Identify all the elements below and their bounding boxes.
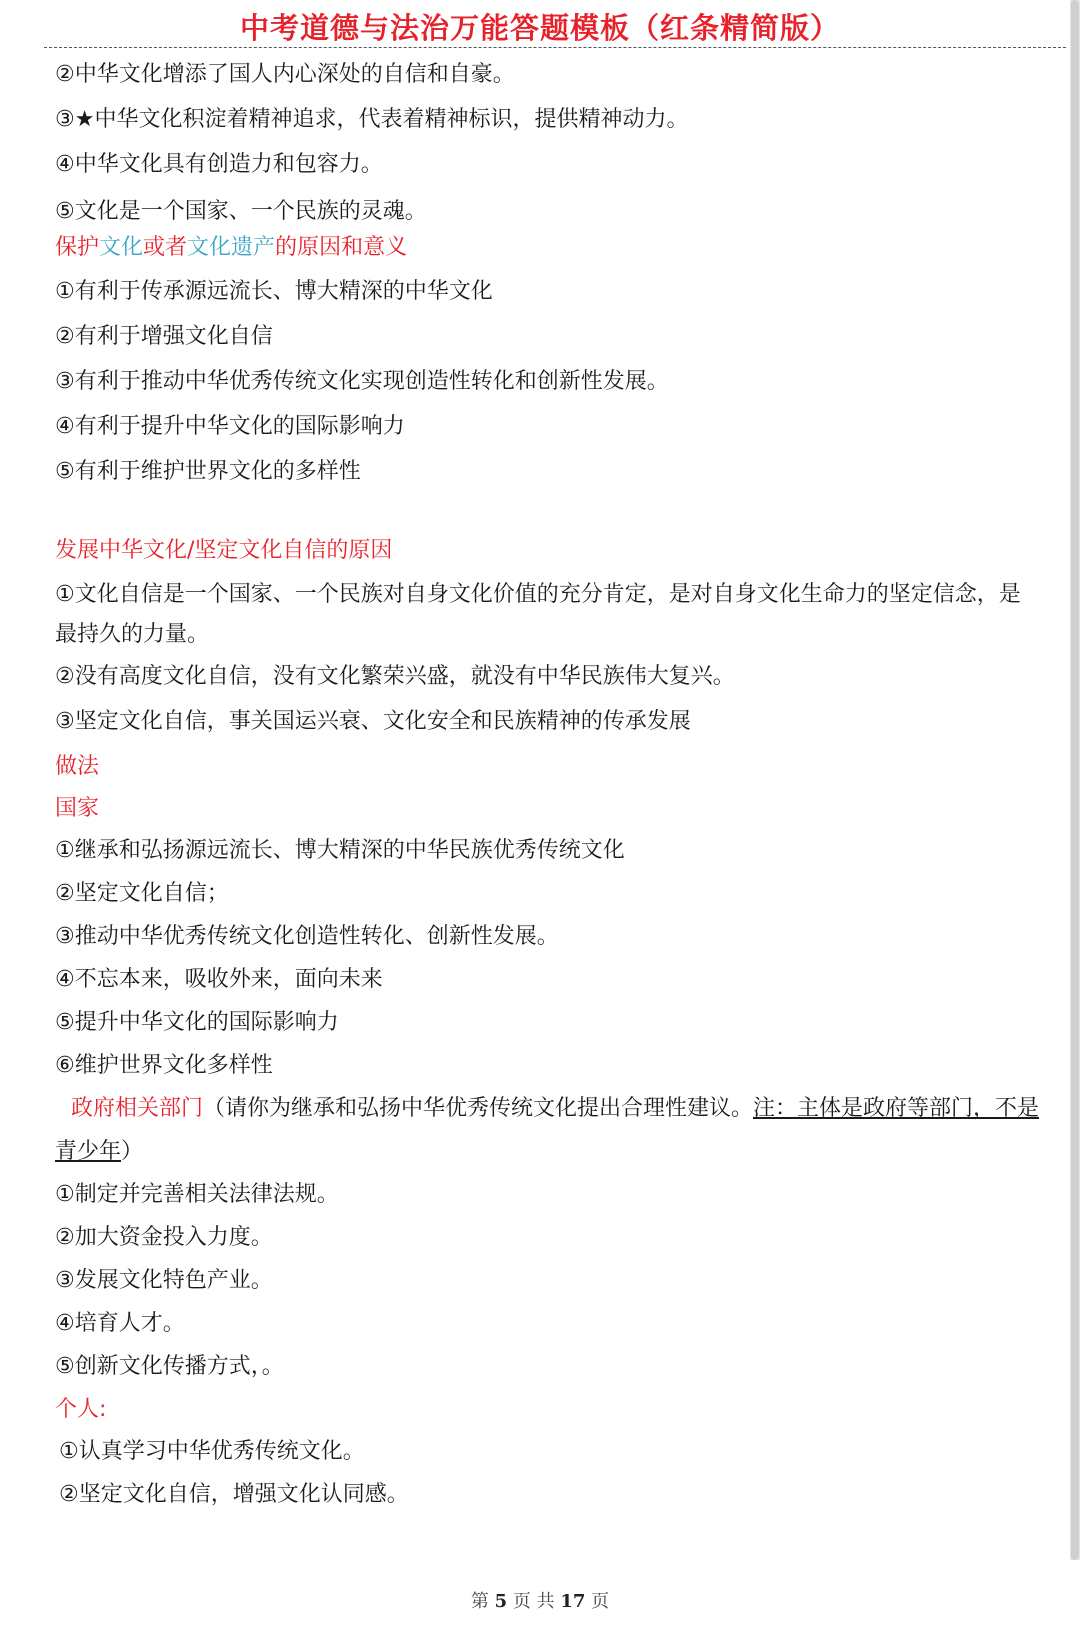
list-item: ④培育人才。 — [55, 1311, 185, 1336]
subheading-country: 国家 — [55, 796, 100, 821]
list-item: ④不忘本来，吸收外来，面向未来 — [55, 967, 383, 992]
list-item: ④中华文化具有创造力和包容力。 — [55, 152, 383, 177]
heading-government-label: 政府相关部门 — [71, 1096, 204, 1121]
list-item: ①继承和弘扬源远流长、博大精深的中华民族优秀传统文化 — [55, 838, 625, 863]
heading-part-blue: 文化遗产 — [187, 235, 276, 260]
list-item: ⑤有利于维护世界文化的多样性 — [55, 459, 361, 484]
list-item: ②坚定文化自信，增强文化认同感。 — [59, 1482, 409, 1507]
list-item: ②中华文化增添了国人内心深处的自信和自豪。 — [55, 62, 515, 87]
government-note-underlined: 青少年 — [55, 1139, 122, 1164]
list-item: ①制定并完善相关法律法规。 — [55, 1182, 339, 1207]
section-heading-reasons: 发展中华文化/坚定文化自信的原因 — [55, 538, 393, 563]
list-item: ③★中华文化积淀着精神追求，代表着精神标识，提供精神动力。 — [55, 107, 689, 132]
section-heading-protect-culture — [55, 225, 1070, 269]
document-body — [55, 52, 1070, 1515]
list-item: ②加大资金投入力度。 — [55, 1225, 273, 1250]
list-item: ④有利于提升中华文化的国际影响力 — [55, 414, 405, 439]
list-item: ①认真学习中华优秀传统文化。 — [59, 1439, 365, 1464]
page-title: 中考道德与法治万能答题模板（红条精简版） — [239, 11, 840, 45]
heading-part: 保护 — [55, 235, 100, 260]
list-item: ②有利于增强文化自信 — [55, 324, 273, 349]
heading-part: 或者 — [143, 235, 188, 260]
scrollbar-track[interactable] — [1070, 0, 1080, 1560]
list-item: ⑤提升中华文化的国际影响力 — [55, 1010, 339, 1035]
heading-part-blue: 文化 — [99, 235, 144, 260]
list-item-continued: 最持久的力量。 — [55, 622, 210, 647]
government-note-continued — [55, 1129, 1070, 1172]
list-item: ③推动中华优秀传统文化创造性转化、创新性发展。 — [55, 924, 559, 949]
government-note-close: ） — [121, 1139, 144, 1164]
section-heading-individual: 个人: — [55, 1397, 107, 1422]
section-heading-government — [55, 1086, 1070, 1129]
scrollbar-thumb[interactable] — [1071, 0, 1079, 1560]
total-pages: 17 — [560, 1591, 586, 1612]
page-number-prefix: 第 — [470, 1591, 489, 1612]
list-item: ①有利于传承源远流长、博大精深的中华文化 — [55, 279, 493, 304]
list-item: ③坚定文化自信，事关国运兴衰、文化安全和民族精神的传承发展 — [55, 709, 691, 734]
government-note-underlined: 注：主体是政府等部门，不是 — [753, 1096, 1040, 1121]
list-item: ③发展文化特色产业。 — [55, 1268, 273, 1293]
spacer — [55, 494, 1070, 528]
list-item: ①文化自信是一个国家、一个民族对自身文化价值的充分肯定，是对自身文化生命力的坚定信念，是 — [55, 582, 1021, 607]
page-number-middle: 页 共 — [512, 1591, 555, 1612]
list-item: ⑤文化是一个国家、一个民族的灵魂。 — [55, 199, 427, 224]
list-item: ⑥维护世界文化多样性 — [55, 1053, 273, 1078]
list-item: ②没有高度文化自信，没有文化繁荣兴盛，就没有中华民族伟大复兴。 — [55, 664, 735, 689]
list-item: ⑤创新文化传播方式，。 — [55, 1354, 284, 1379]
current-page: 5 — [494, 1591, 508, 1612]
government-note: （请你为继承和弘扬中华优秀传统文化提出合理性建议。 — [203, 1096, 754, 1121]
list-item: ③有利于推动中华优秀传统文化实现创造性转化和创新性发展。 — [55, 369, 669, 394]
header-divider — [44, 47, 1066, 48]
page-number — [0, 1587, 1080, 1613]
section-heading-methods: 做法 — [55, 754, 100, 779]
page-number-suffix: 页 — [591, 1591, 610, 1612]
heading-part: 的原因和意义 — [275, 235, 408, 260]
list-item: ②坚定文化自信； — [55, 881, 229, 906]
